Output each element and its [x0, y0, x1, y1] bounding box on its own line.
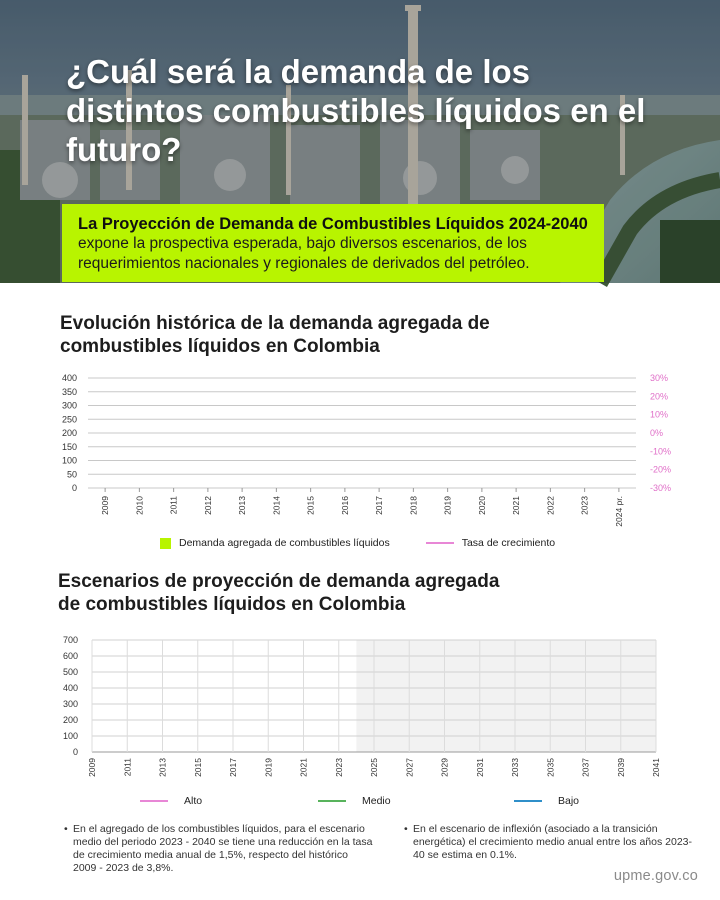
chart1-title: Evolución histórica de la demanda agregada de combustibles líquidos en Colombia: [60, 313, 490, 357]
legend-label-bajo: Bajo: [558, 795, 580, 807]
legend-label-medio: Medio: [362, 795, 391, 807]
footer-site[interactable]: upme.gov.co: [613, 868, 698, 884]
chart1-ytick: 100: [61, 455, 77, 466]
chart2-xtick: 2031: [474, 758, 485, 777]
legend-swatch-growth: [426, 542, 454, 544]
intro-body: expone la prospectiva esperada, bajo diversos escenarios, de los requerimientos nacionales y regionales de derivados del petróleo.: [78, 235, 530, 272]
historical-demand-chart: [0, 368, 720, 527]
chart1-ytick: 400: [61, 373, 77, 383]
chart2-xtick: 2013: [157, 758, 168, 777]
chart1-ytick: 250: [61, 414, 77, 425]
chart1-xtick: 2015: [305, 496, 316, 515]
projection-period-shade: [356, 640, 656, 752]
legend-swatch-demand: [160, 538, 171, 549]
chart1-xtick: 2017: [374, 496, 385, 515]
chart1-xtick: 2009: [100, 496, 111, 515]
chart1-ytick: 350: [61, 386, 77, 397]
chart1-y2tick: 20%: [650, 391, 669, 402]
chart2-xtick: 2025: [369, 758, 379, 777]
chart2-ytick: 300: [62, 699, 78, 709]
chart1-xtick: 2018: [408, 496, 419, 515]
chart1-xtick: 2024 pr.: [613, 496, 624, 527]
chart2-xtick: 2027: [404, 758, 415, 777]
chart1-xtick: 2013: [237, 496, 248, 515]
page-title: ¿Cuál será la demanda de los distintos combustibles líquidos en el futuro?: [66, 53, 646, 168]
chart1-ytick: 150: [61, 441, 77, 452]
intro-lead: La Proyección de Demanda de Combustibles Líquidos 2024-2040: [78, 215, 588, 233]
chart1-y2tick: -30%: [650, 483, 672, 493]
chart2-legend: [140, 795, 580, 807]
chart1-xtick: 2016: [339, 496, 350, 515]
chart1-xtick: 2020: [476, 496, 487, 515]
chart2-xtick: 2015: [192, 758, 203, 777]
legend-label-alto: Alto: [184, 795, 203, 807]
chart2-xtick: 2017: [228, 758, 238, 777]
chart1-xtick: 2012: [202, 496, 213, 515]
chart2-xtick: 2023: [333, 758, 344, 777]
chart1-xtick: 2011: [168, 496, 179, 515]
chart1-ytick: 50: [66, 469, 77, 480]
chart2-xtick: 2021: [298, 758, 309, 777]
chart2-xtick: 2029: [439, 758, 450, 777]
chart1-y2tick: 30%: [650, 373, 669, 383]
chart1-xtick: 2022: [545, 496, 556, 515]
notes-list-right: [404, 823, 694, 862]
chart2-xtick: 2011: [122, 758, 133, 777]
chart2-ytick: 200: [62, 715, 78, 725]
chart1-ytick: 0: [71, 483, 77, 493]
chart1-xtick: 2010: [134, 496, 145, 515]
legend-label-growth: Tasa de crecimiento: [461, 537, 556, 549]
chart2-xtick: 2035: [545, 758, 556, 777]
projection-scenarios-chart: [0, 630, 720, 790]
chart1-y2tick: -20%: [650, 464, 672, 475]
chart1-xtick: 2023: [579, 496, 590, 515]
chart2-title: Escenarios de proyección de demanda agregada de combustibles líquidos en Colombia: [58, 571, 500, 615]
hero-banner: [0, 0, 720, 283]
legend-swatch-alto: [140, 800, 168, 802]
chart2-ytick: 600: [62, 651, 78, 661]
chart1-legend: [160, 537, 555, 549]
chart1-y2tick: 10%: [650, 409, 669, 420]
legend-label-demand: Demanda agregada de combustibles líquidos: [179, 537, 390, 549]
chart2-ytick: 700: [62, 635, 78, 645]
chart1-ytick: 200: [61, 428, 77, 438]
chart1-xtick: 2014: [271, 496, 282, 515]
chart1-xtick: 2021: [511, 496, 522, 515]
chart1-xtick: 2019: [442, 496, 453, 515]
legend-swatch-medio: [318, 800, 346, 802]
legend-swatch-bajo: [514, 800, 542, 802]
chart2-xtick: 2033: [510, 758, 520, 777]
chart2-xtick: 2041: [651, 758, 661, 777]
chart1-y2tick: -10%: [650, 446, 672, 457]
intro-callout: [62, 204, 604, 282]
chart2-xtick: 2039: [615, 758, 626, 777]
chart2-ytick: 100: [62, 731, 78, 741]
chart1-y2tick: 0%: [650, 428, 664, 438]
note-item: • En el agregado de los combustibles líquidos, para el escenario medio del periodo 2023 - 2040 se tiene una reducción en la tasa de crecimiento media anual de 1,5%, respecto del histórico 2009 - 2023 de 3,8%.: [64, 823, 374, 875]
chart2-xtick: 2009: [87, 758, 97, 777]
chart2-ytick: 400: [62, 683, 78, 693]
chart2-xtick: 2037: [580, 758, 591, 777]
chart2-ytick: 500: [62, 667, 78, 677]
notes-list-left: [64, 823, 374, 875]
note-item: • En el escenario de inflexión (asociado a la transición energética) el crecimiento medio anual entre los años 2023-40 se estima en 0.1%.: [404, 823, 694, 862]
chart1-ytick: 300: [61, 400, 77, 411]
chart2-ytick: 0: [72, 747, 78, 757]
chart2-xtick: 2019: [263, 758, 274, 777]
